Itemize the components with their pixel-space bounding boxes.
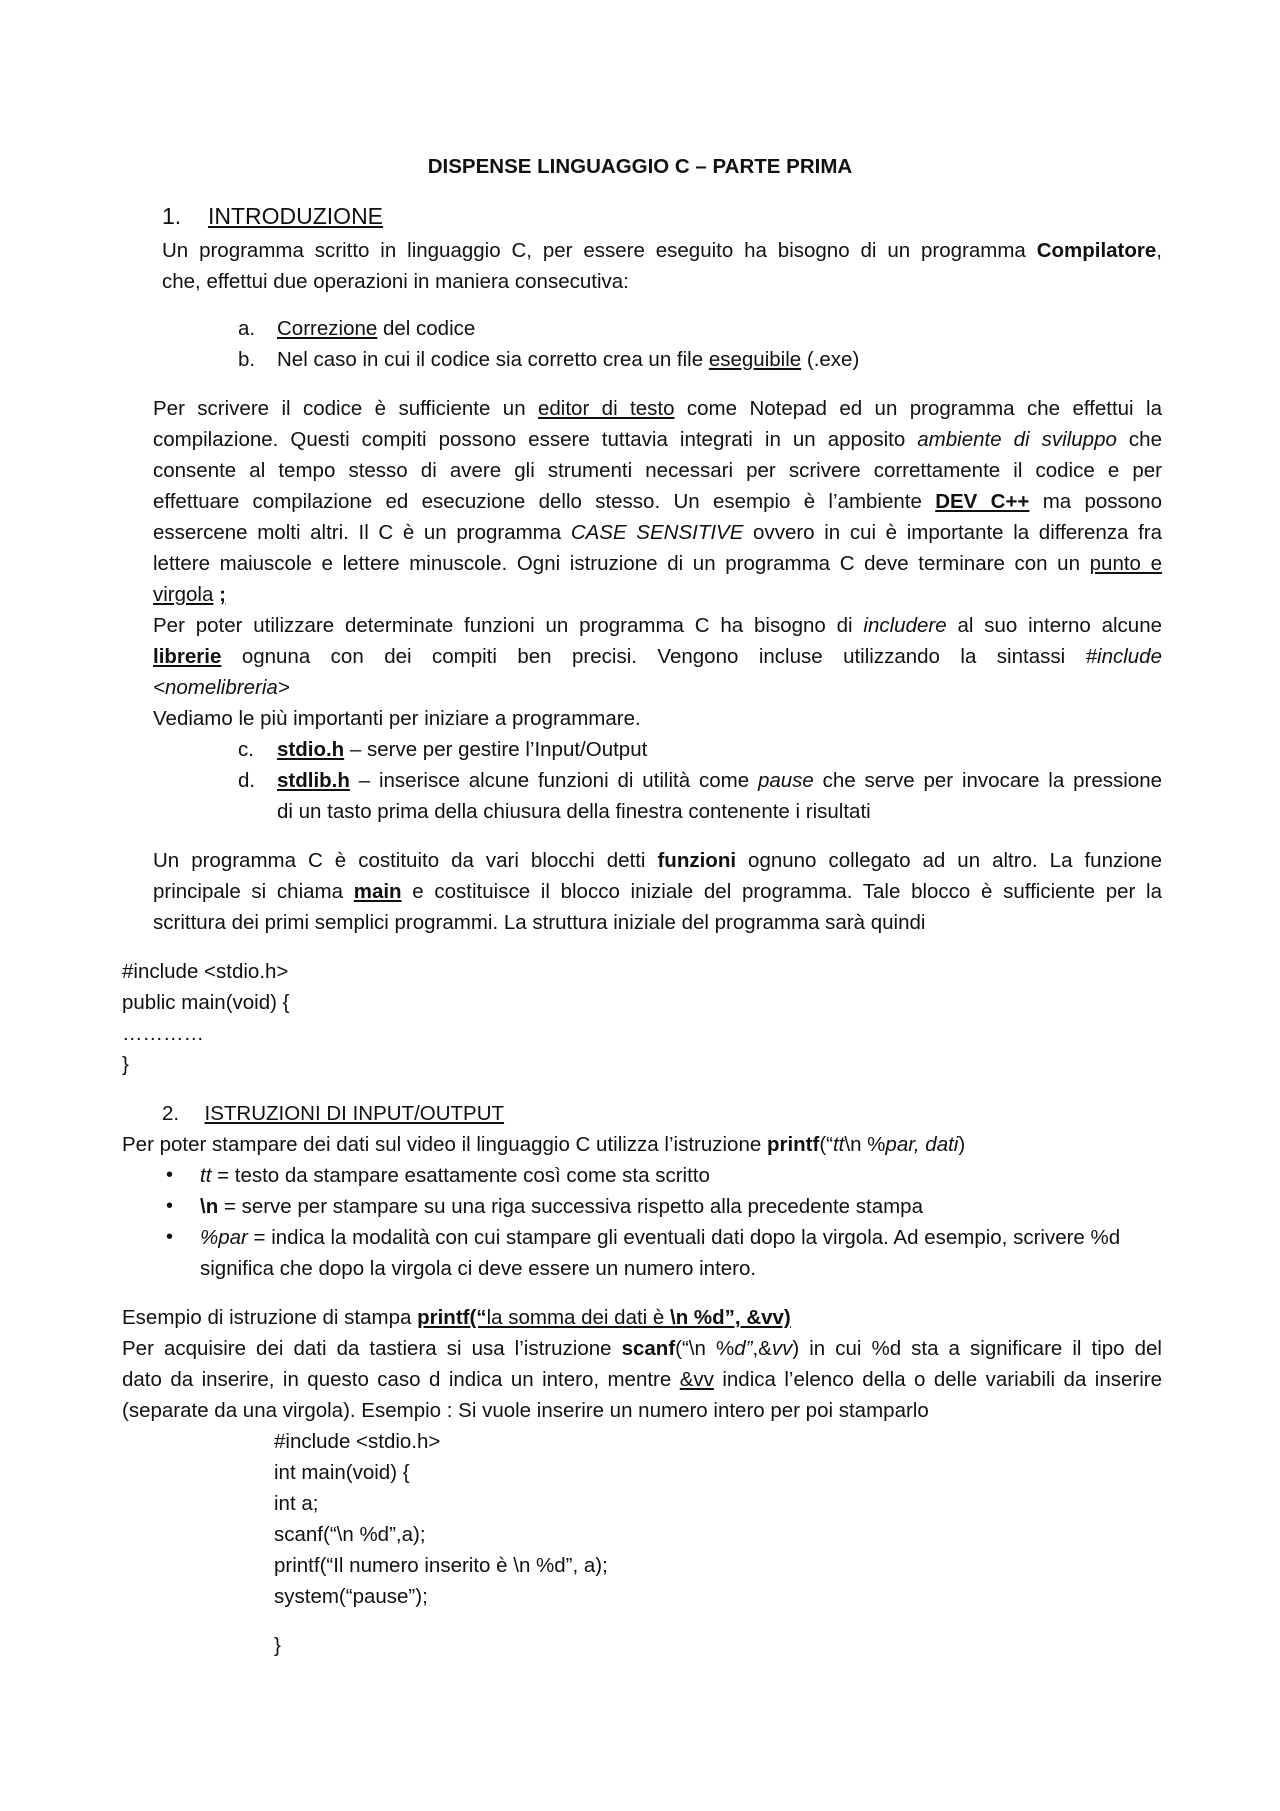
page-title: DISPENSE LINGUAGGIO C – PARTE PRIMA (427, 155, 853, 178)
par-term: par, dati (885, 1133, 959, 1156)
text: ) (958, 1133, 966, 1156)
correzione-link: Correzione (277, 317, 378, 340)
list-item-b (277, 344, 859, 375)
section-2-intro (122, 1129, 965, 1160)
case-sensitive-term: CASE SENSITIVE (570, 521, 744, 544)
bullet-3 (200, 1222, 1120, 1253)
list-b-rest: (.exe) (801, 348, 860, 371)
text: (“\n % (675, 1337, 735, 1360)
section-2-number: 2. (162, 1102, 180, 1125)
text: \n % (844, 1133, 886, 1156)
editor-para-line-3: consente al tempo stesso di avere gli strumenti necessari per scrivere correttamente il codice e per (153, 459, 1162, 482)
text: Per acquisire dei dati da tastiera si usa l’istruzione (122, 1337, 612, 1360)
code2-line-2: int main(void) { (274, 1461, 410, 1484)
code2-line-3: int a; (274, 1492, 319, 1515)
compilatore-term: Compilatore (1036, 239, 1157, 262)
list-item-c-marker: c. (238, 738, 254, 761)
intro-comma: , (1156, 239, 1162, 262)
text: lettere maiuscole e lettere minuscole. Ogni istruzione di un programma C deve terminare con un (153, 552, 1080, 575)
printf-term: printf (766, 1133, 820, 1156)
code1-line-4: } (122, 1053, 129, 1076)
libs-line-2 (153, 641, 1162, 672)
code1-line-1: #include <stdio.h> (122, 960, 289, 983)
text: Esempio di istruzione di stampa (122, 1306, 418, 1329)
text: la somma dei dati è (486, 1306, 671, 1329)
bullet-3-icon: • (166, 1226, 174, 1248)
code2-line-4: scanf(“\n %d”,a); (274, 1523, 426, 1546)
scanf-line-1 (122, 1333, 1162, 1364)
example-line (122, 1302, 791, 1333)
list-item-c (277, 734, 647, 765)
code2-line-7: } (274, 1634, 281, 1657)
list-item-a (277, 313, 475, 344)
code1-line-2: public main(void) { (122, 991, 290, 1014)
includere-term: includere (863, 614, 947, 637)
scanf-line-2 (122, 1364, 1162, 1395)
bullet-1 (200, 1160, 710, 1191)
funzioni-term: funzioni (657, 849, 737, 872)
scanf-term: scanf (621, 1337, 676, 1360)
list-item-b-marker: b. (238, 348, 256, 371)
par-term: %par (200, 1226, 248, 1249)
text: effettuare compilazione ed esecuzione dello stesso. Un esempio è l’ambiente (153, 490, 922, 513)
list-b-text: Nel caso in cui il codice sia corretto crea un file (277, 348, 709, 371)
tt-term: tt (200, 1164, 212, 1187)
func-line-3: scrittura dei primi semplici programmi. La struttura iniziale del programma sarà quindi (153, 911, 926, 934)
editor-para-line-5 (153, 517, 1162, 548)
text: – serve per gestire l’Input/Output (344, 738, 648, 761)
text: ognuna con dei compiti ben precisi. Vengono incluse utilizzando la sintassi (241, 645, 1066, 668)
text: (“ (819, 1133, 833, 1156)
semicolon: ; (219, 583, 226, 606)
list-item-d (277, 765, 1162, 796)
func-line-1 (153, 845, 1162, 876)
pause-term: pause (757, 769, 814, 792)
section-2-heading (162, 1098, 504, 1129)
libs-line-4: Vediamo le più importanti per iniziare a programmare. (153, 707, 641, 730)
list-item-a-marker: a. (238, 317, 256, 340)
text: ovvero in cui è importante la differenza fra (753, 521, 1163, 544)
bullet-3-line-2: significa che dopo la virgola ci deve essere un numero intero. (200, 1257, 757, 1280)
printf-example: printf(“ (417, 1306, 487, 1329)
func-line-2 (153, 876, 1162, 907)
intro-text: Un programma scritto in linguaggio C, per essere eseguito ha bisogno di un programma (162, 239, 1026, 262)
include-term: #include (1085, 645, 1162, 668)
code2-line-1: #include <stdio.h> (274, 1430, 441, 1453)
section-1-title: INTRODUZIONE (207, 203, 384, 229)
ambiente-term: ambiente di sviluppo (917, 428, 1117, 451)
editor-para-line-6 (153, 548, 1162, 579)
text: compilazione. Questi compiti possono essere tuttavia integrati in un apposito (153, 428, 906, 451)
code2-line-5: printf(“Il numero inserito è \n %d”, a); (274, 1554, 608, 1577)
editor-para-line-7 (153, 579, 226, 610)
librerie-link: librerie (153, 645, 222, 668)
tt-term: tt (832, 1133, 845, 1156)
text: = indica la modalità con cui stampare gli eventuali dati dopo la virgola. Ad esempio, scrivere %d (247, 1226, 1121, 1249)
text: Per scrivere il codice è sufficiente un (153, 397, 526, 420)
editor-di-testo-link: editor di testo (538, 397, 675, 420)
newline-term: \n (200, 1195, 219, 1218)
text: – inserisce alcune funzioni di utilità come (349, 769, 758, 792)
text: = testo da stampare esattamente così come sta scritto (211, 1164, 710, 1187)
text: che serve per invocare la pressione (813, 769, 1162, 792)
list-item-d-line-2: di un tasto prima della chiusura della finestra contenente i risultati (277, 800, 871, 823)
stdio-link: stdio.h (277, 738, 345, 761)
dev-cpp-link: DEV C++ (935, 490, 1030, 513)
list-item-d-marker: d. (238, 769, 256, 792)
stdlib-link: stdlib.h (277, 769, 350, 792)
virgola-link: virgola (153, 583, 214, 606)
libs-line-1 (153, 610, 1162, 641)
text: ) in cui %d sta a significare il tipo del (792, 1337, 1162, 1360)
text: principale si chiama (153, 880, 344, 903)
text: Per poter utilizzare determinate funzioni un programma C ha bisogno di (153, 614, 853, 637)
intro-line-1 (162, 235, 1162, 266)
text: ma possono (1042, 490, 1162, 513)
bullet-2-icon: • (166, 1195, 174, 1217)
text: indica l’elenco della o delle variabili da inserire (722, 1368, 1162, 1391)
text: come Notepad ed un programma che effettui la (686, 397, 1162, 420)
editor-para-line-4 (153, 486, 1162, 517)
libs-line-3: <nomelibreria> (153, 676, 290, 699)
code2-line-6: system(“pause”); (274, 1585, 428, 1608)
section-2-title: ISTRUZIONI DI INPUT/OUTPUT (204, 1102, 505, 1125)
text: e costituisce il blocco iniziale del programma. Tale blocco è sufficiente per la (412, 880, 1163, 903)
text: ,& (752, 1337, 772, 1360)
text: d” (734, 1337, 753, 1360)
text: Per poter stampare dei dati sul video il linguaggio C utilizza l’istruzione (122, 1133, 767, 1156)
text: che (1128, 428, 1162, 451)
text: \n %d”, &vv) (670, 1306, 791, 1329)
text: = serve per stampare su una riga successiva rispetto alla precedente stampa (218, 1195, 923, 1218)
text: al suo interno alcune (957, 614, 1163, 637)
bullet-2 (200, 1191, 923, 1222)
editor-para-line-2 (153, 424, 1162, 455)
intro-line-2: che, effettui due operazioni in maniera consecutiva: (162, 270, 629, 293)
text: ognuno collegato ad un altro. La funzione (748, 849, 1162, 872)
list-a-rest: del codice (377, 317, 476, 340)
bullet-1-icon: • (166, 1164, 174, 1186)
vv-term: vv (771, 1337, 793, 1360)
text: dato da inserire, in questo caso d indica un intero, mentre (122, 1368, 672, 1391)
scanf-line-3: (separate da una virgola). Esempio : Si vuole inserire un numero intero per poi stamparlo (122, 1399, 929, 1422)
code1-line-3: ………… (122, 1022, 204, 1045)
text: essercene molti altri. Il C è un programma (153, 521, 562, 544)
main-link: main (353, 880, 402, 903)
editor-para-line-1 (153, 393, 1162, 424)
punto-e-link: punto e (1089, 552, 1163, 575)
section-1-heading (162, 201, 383, 232)
section-1-number: 1. (162, 203, 182, 229)
vv-link: &vv (679, 1368, 714, 1391)
eseguibile-link: eseguibile (708, 348, 802, 371)
text: Un programma C è costituito da vari blocchi detti (153, 849, 646, 872)
